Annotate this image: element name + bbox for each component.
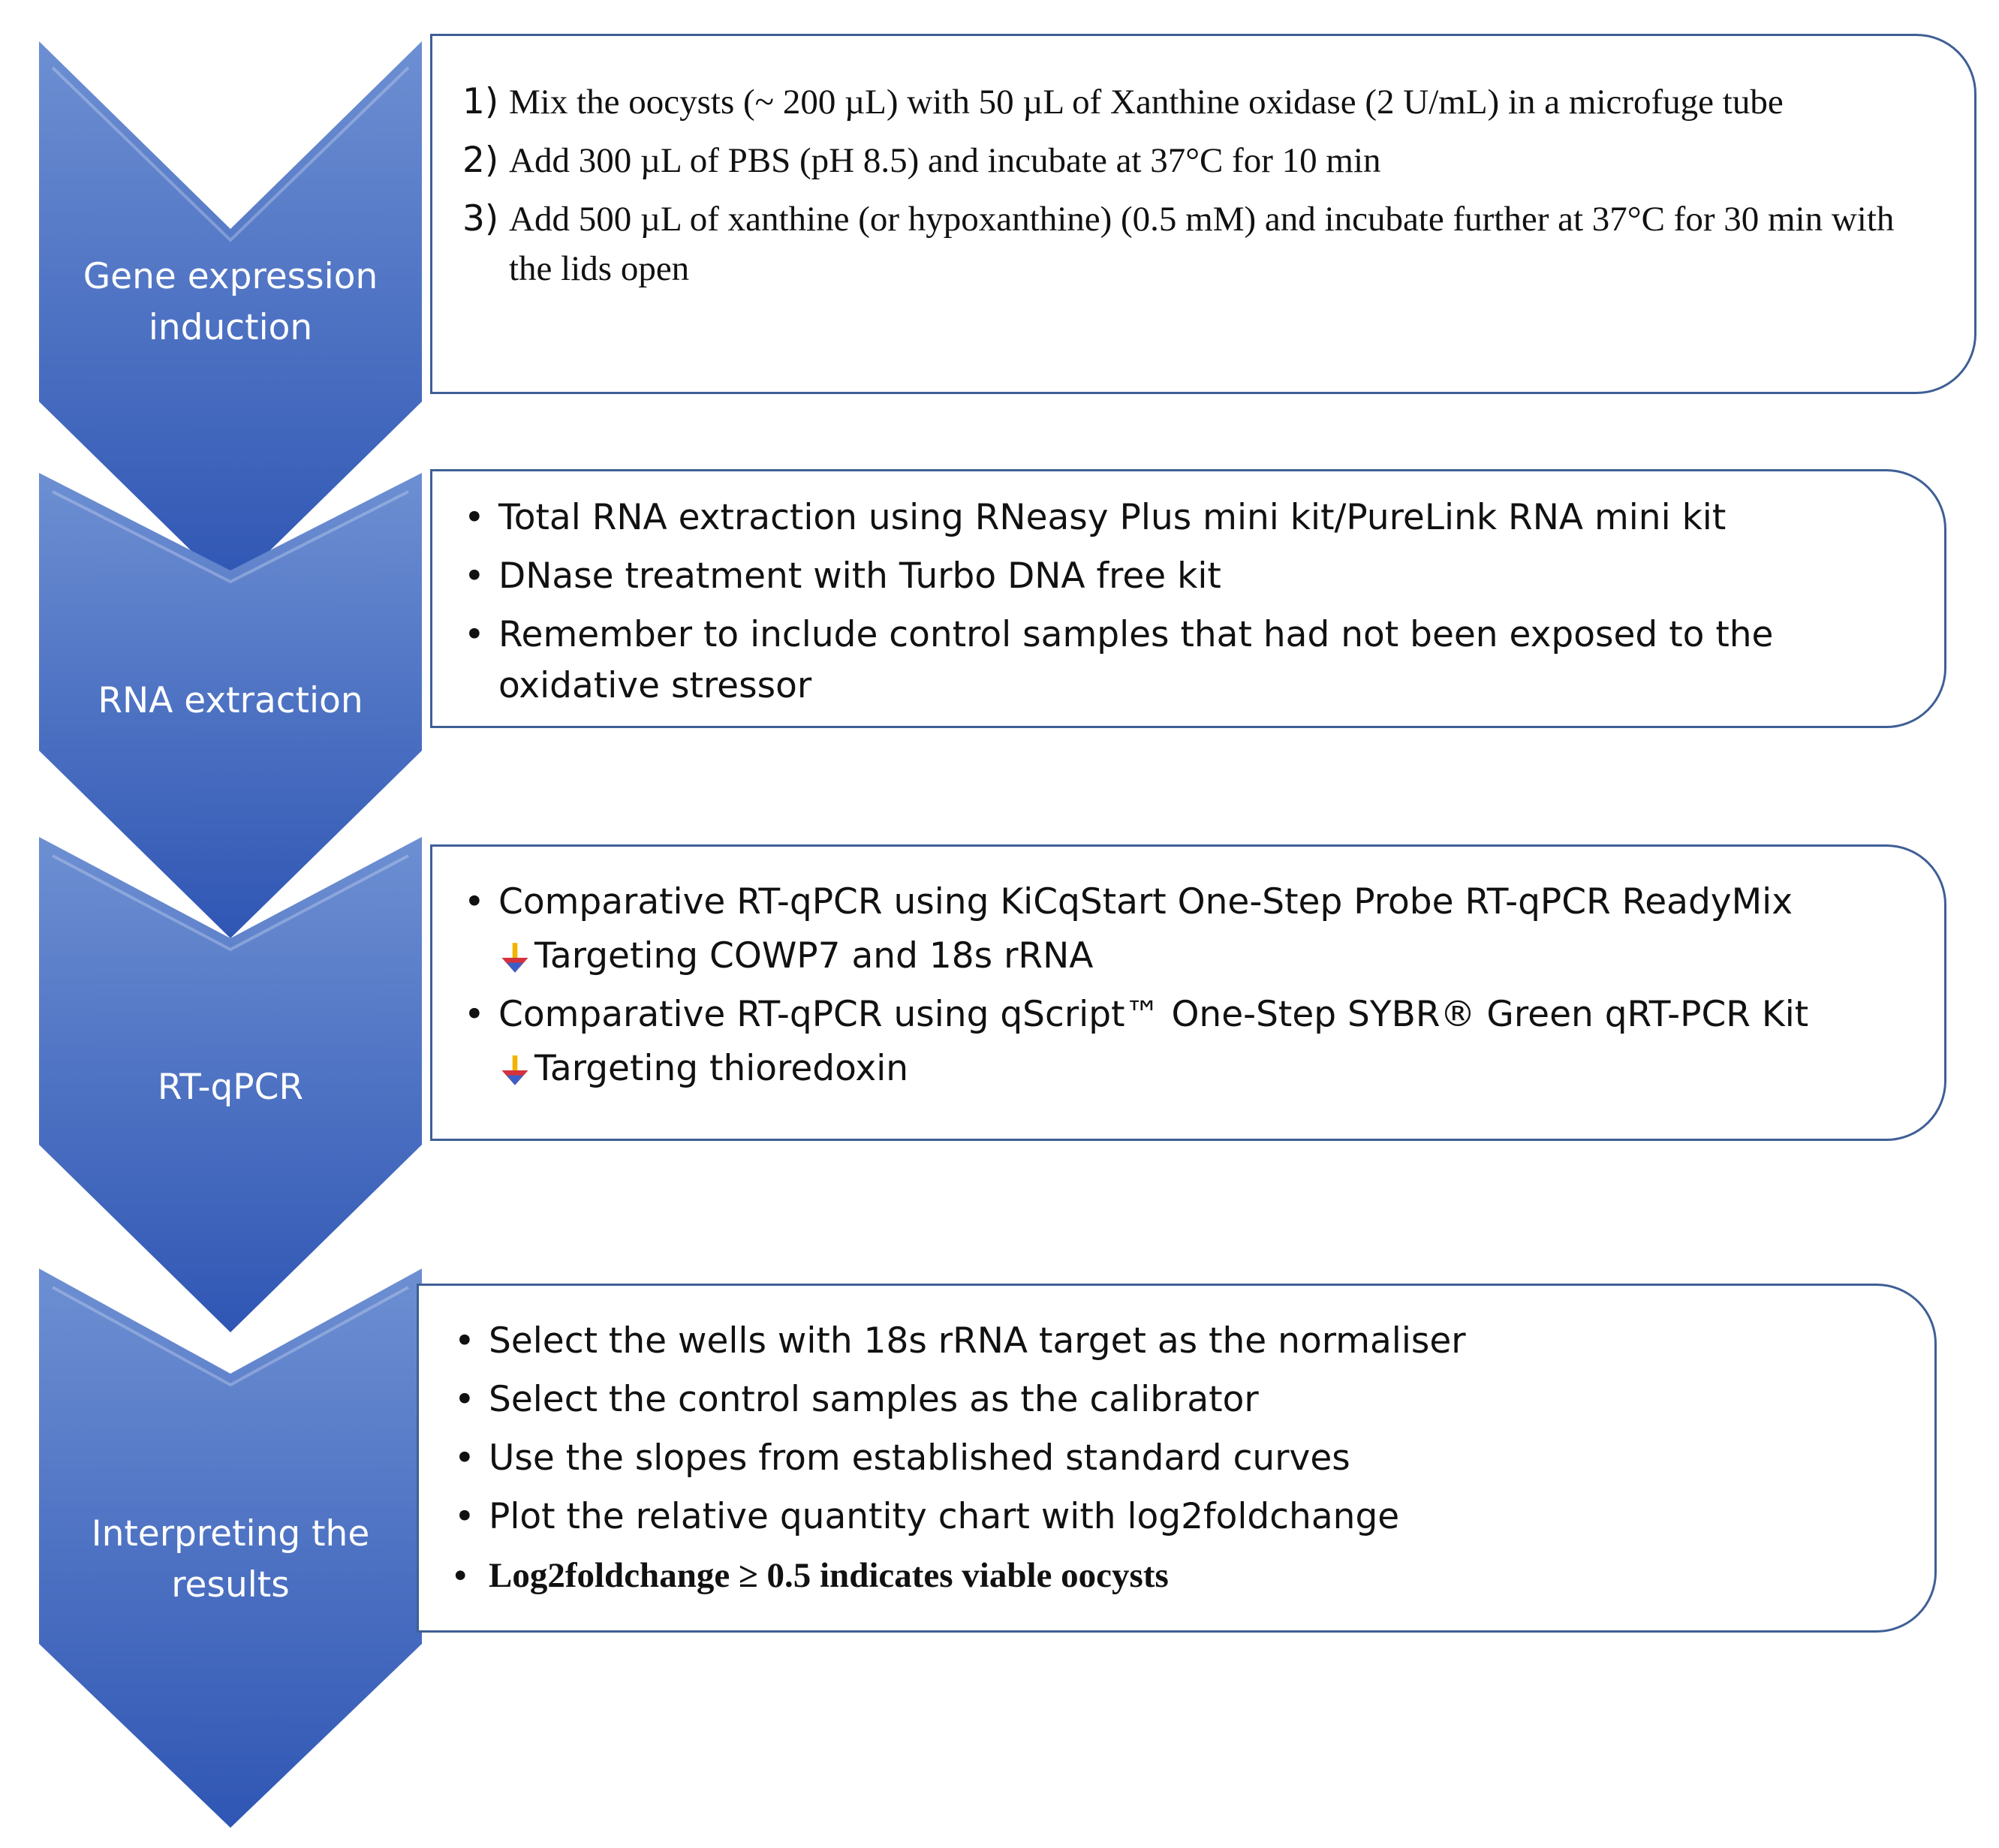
bullet-item: [462, 989, 1899, 1094]
bullet-item: • Select the control samples as the calibrator: [453, 1374, 1889, 1425]
instruction-item: [462, 194, 1929, 293]
instruction-text: Add 500 µL of xanthine (or hypoxanthine) (0.5 mM) and incubate further at 37°C for 30 min with the lids open: [509, 200, 1895, 288]
step-3-bullet-list: [462, 877, 1899, 1094]
step-2-bullet-list: [462, 492, 1899, 712]
sub-bullet-item: [462, 1043, 1899, 1094]
instruction-item: [462, 136, 1929, 185]
step-2-details-card: [430, 469, 1946, 728]
step-4-title-line-1: Interpreting the: [91, 1513, 370, 1555]
step-4-bullet-list: [453, 1316, 1889, 1601]
bullet-item-conclusion: [453, 1550, 1889, 1601]
step-3-title: [39, 1062, 422, 1113]
step-1-title-line-2: induction: [148, 307, 313, 348]
arrow-bullet-icon: [498, 941, 531, 974]
step-2-title: [39, 676, 422, 727]
step-2-title-line-1: RNA extraction: [98, 680, 363, 721]
bullet-item: • Remember to include control samples that had not been exposed to the oxidative stressor: [462, 609, 1899, 712]
instruction-item: [462, 77, 1929, 127]
step-3-title-line-1: RT-qPCR: [157, 1067, 304, 1108]
conclusion-metric: Log2foldchange: [489, 1556, 730, 1595]
instruction-number: 2): [462, 140, 499, 181]
step-3-chevron: [39, 837, 422, 1332]
conclusion-text: ≥ 0.5 indicates viable oocysts: [730, 1556, 1169, 1595]
step-4-title: [39, 1509, 422, 1611]
step-4-chevron: [39, 1269, 422, 1828]
step-4-title-line-2: results: [171, 1564, 290, 1606]
bullet-text: Comparative RT-qPCR using KiCqStart One-Step Probe RT-qPCR ReadyMix: [498, 881, 1793, 922]
sub-bullet-item: [462, 931, 1899, 982]
bullet-item: • Select the wells with 18s rRNA target as the normaliser: [453, 1316, 1889, 1367]
step-1-details-card: [430, 34, 1976, 394]
arrow-bullet-icon: [498, 1054, 531, 1087]
step-1-title-line-1: Gene expression: [83, 256, 378, 297]
step-3-details-card: [430, 844, 1946, 1141]
bullet-item: • Use the slopes from established standard curves: [453, 1433, 1889, 1484]
step-1-title: [39, 251, 422, 354]
step-1-instruction-list: [462, 77, 1929, 293]
bullet-item: • DNase treatment with Turbo DNA free kit: [462, 551, 1899, 602]
instruction-number: 1): [462, 81, 499, 122]
bullet-item: • Total RNA extraction using RNeasy Plus mini kit/PureLink RNA mini kit: [462, 492, 1899, 543]
bullet-text: Comparative RT-qPCR using qScript™ One-Step SYBR® Green qRT-PCR Kit: [498, 994, 1809, 1035]
step-4-details-card: [417, 1284, 1937, 1633]
instruction-number: 3): [462, 198, 499, 239]
instruction-text: Mix the oocysts (~ 200 µL) with 50 µL of Xanthine oxidase (2 U/mL) in a microfuge tube: [509, 83, 1784, 122]
bullet-item: [462, 877, 1899, 982]
instruction-text: Add 300 µL of PBS (pH 8.5) and incubate at 37°C for 10 min: [509, 141, 1381, 180]
sub-bullet-text: Targeting thioredoxin: [534, 1048, 909, 1089]
bullet-item: • Plot the relative quantity chart with log2foldchange: [453, 1491, 1889, 1543]
sub-bullet-text: Targeting COWP7 and 18s rRNA: [534, 935, 1094, 977]
